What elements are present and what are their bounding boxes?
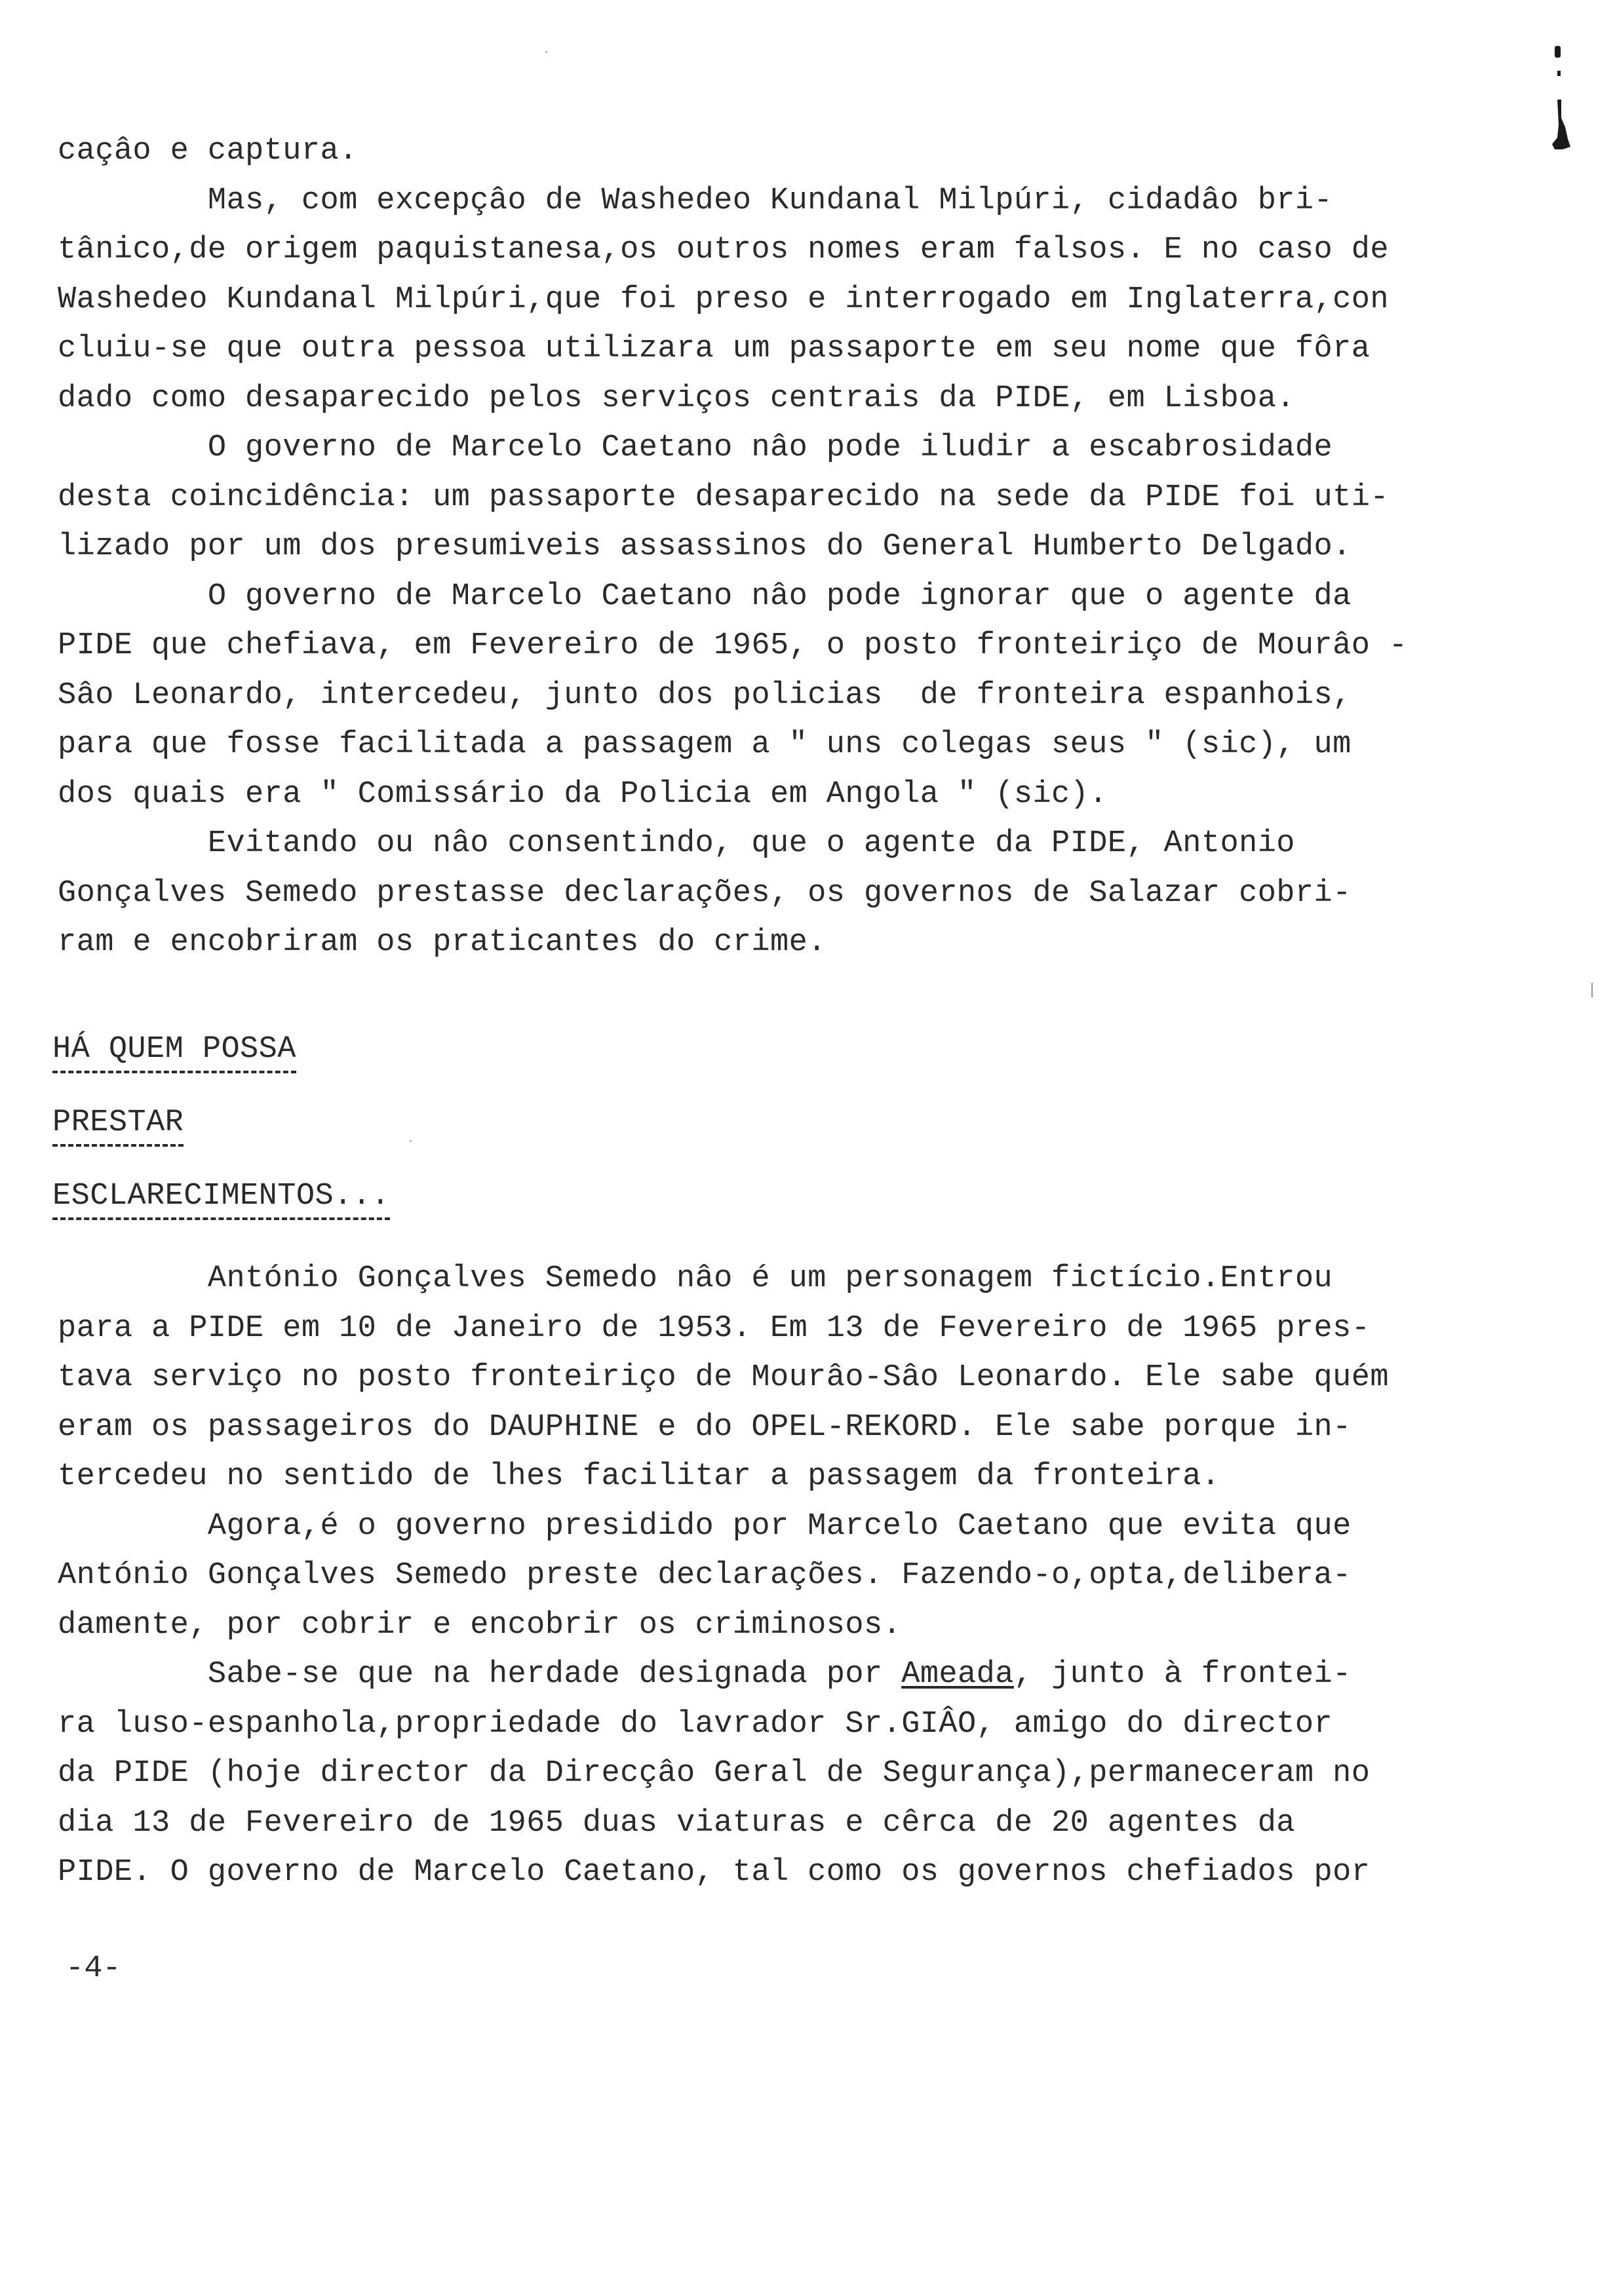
text-line: António Gonçalves Semedo nâo é um personagem fictício.Entrou [58, 1261, 1333, 1296]
margin-glyph-icon [1548, 98, 1570, 151]
text-line: Agora,é o governo presidido por Marcelo Caetano que evita que [58, 1508, 1352, 1544]
text-line: da PIDE (hoje director da Direcçâo Geral de Segurança),permaneceram no [58, 1756, 1371, 1791]
page-number: -4- [66, 1951, 121, 1986]
text-line: Mas, com excepçâo de Washedeo Kundanal Milpúri, cidadâo bri- [58, 183, 1333, 218]
text-line: cluiu-se que outra pessoa utilizara um passaporte em seu nome que fôra [58, 332, 1371, 366]
scan-speck [545, 51, 547, 53]
text-line: para que fosse facilitada a passagem a " uns colegas seus " (sic), um [58, 727, 1352, 762]
section-heading-line-2: PRESTAR [52, 1103, 184, 1147]
text-line: dia 13 de Fevereiro de 1965 duas viaturas e cêrca de 20 agentes da [58, 1805, 1295, 1841]
text-line: Sâo Leonardo, intercedeu, junto dos policias de fronteira espanhois, [58, 678, 1352, 713]
text-block-top [58, 126, 1454, 968]
margin-tick [1591, 983, 1593, 997]
text-line: dos quais era " Comissário da Policia em Angola " (sic). [58, 776, 1108, 812]
text-line: tava serviço no posto fronteiriço de Mourâo-Sâo Leonardo. Ele sabe quém [58, 1360, 1389, 1395]
text-line: O governo de Marcelo Caetano nâo pode ignorar que o agente da [58, 579, 1352, 614]
text-line: Washedeo Kundanal Milpúri,que foi preso e interrogado em Inglaterra,con [58, 282, 1389, 317]
text-fragment: Sabe-se que na herdade designada por [58, 1657, 902, 1692]
text-line: tercedeu no sentido de lhes facilitar a passagem da fronteira. [58, 1459, 1220, 1494]
text-line-with-underline [58, 1650, 1454, 1700]
margin-mark [1555, 46, 1561, 58]
underlined-place-name: Ameada [901, 1657, 1014, 1692]
text-line: desta coincidência: um passaporte desaparecido na sede da PIDE foi uti- [58, 480, 1389, 515]
text-fragment: , junto à frontei- [1013, 1657, 1352, 1692]
text-line: para a PIDE em 10 de Janeiro de 1953. Em 13 de Fevereiro de 1965 pres- [58, 1311, 1371, 1346]
text-line: O governo de Marcelo Caetano nâo pode iludir a escabrosidade [58, 430, 1333, 465]
section-heading-line-3: ESCLARECIMENTOS... [52, 1177, 390, 1220]
margin-glyph-mark [1548, 98, 1570, 151]
text-line: PIDE que chefiava, em Fevereiro de 1965, o posto fronteiriço de Mourâo - [58, 628, 1408, 663]
text-line: tânico,de origem paquistanesa,os outros nomes eram falsos. E no caso de [58, 233, 1389, 267]
text-line: ram e encobriram os praticantes do crime. [58, 925, 827, 960]
scan-speck [410, 1140, 412, 1142]
text-line: eram os passageiros do DAUPHINE e do OPEL-REKORD. Ele sabe porque in- [58, 1409, 1352, 1445]
text-line: lizado por um dos presumiveis assassinos do General Humberto Delgado. [58, 529, 1352, 564]
text-line: António Gonçalves Semedo preste declarações. Fazendo-o,opta,delibera- [58, 1558, 1352, 1593]
text-block-bottom [58, 1254, 1454, 1898]
text-line: dado como desaparecido pelos serviços centrais da PIDE, em Lisboa. [58, 381, 1295, 416]
text-line: PIDE. O governo de Marcelo Caetano, tal como os governos chefiados por [58, 1855, 1371, 1890]
text-line: ra luso-espanhola,propriedade do lavrador Sr.GIÂO, amigo do director [58, 1706, 1333, 1742]
section-heading-line-1: HÁ QUEM POSSA [52, 1030, 296, 1073]
text-line: caçâo e captura. [58, 134, 358, 168]
text-line: damente, por cobrir e encobrir os criminosos. [58, 1607, 902, 1643]
text-line: Evitando ou nâo consentindo, que o agente da PIDE, Antonio [58, 826, 1295, 861]
text-line: Gonçalves Semedo prestasse declarações, os governos de Salazar cobri- [58, 875, 1352, 911]
margin-mark-small [1557, 71, 1561, 76]
